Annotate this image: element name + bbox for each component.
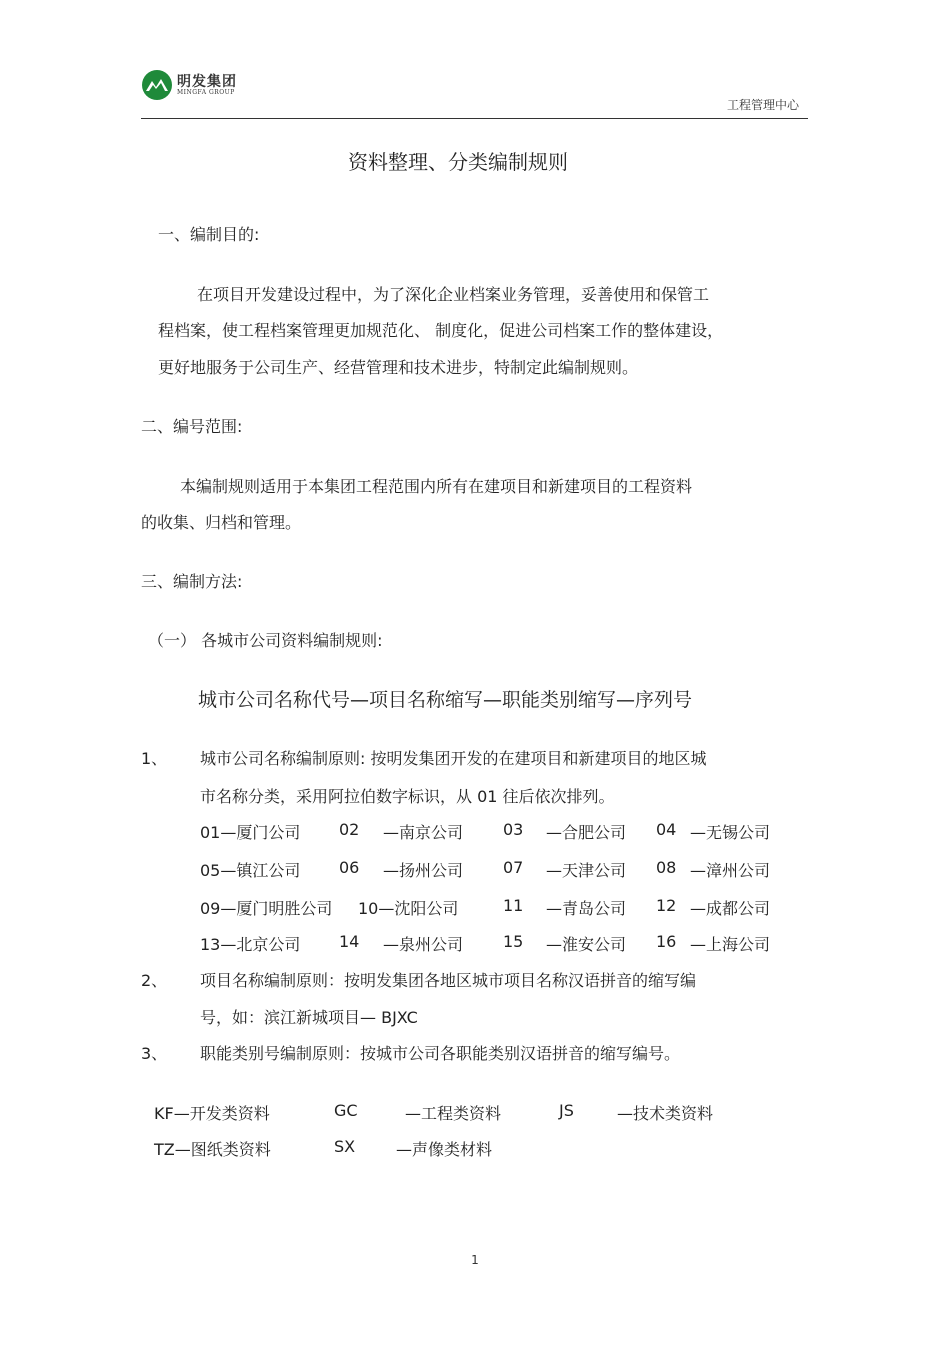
document-title: 资料整理、分类编制规则 xyxy=(348,150,568,174)
department-label: 工程管理中心 xyxy=(726,98,799,112)
category-name: —工程类资料 xyxy=(405,1104,502,1123)
category-name: —技术类资料 xyxy=(617,1104,714,1123)
category-code: TZ—图纸类资料 xyxy=(154,1140,271,1159)
city-code: 11 xyxy=(503,896,524,915)
rule-1-number: 1、 xyxy=(141,749,168,768)
numbering-formula: 城市公司名称代号—项目名称缩写—职能类别缩写—序列号 xyxy=(198,689,693,711)
city-code: 16 xyxy=(656,932,677,951)
city-code: 02 xyxy=(339,820,360,839)
city-code: 06 xyxy=(339,858,360,877)
category-code: KF—开发类资料 xyxy=(154,1104,270,1123)
city-code: 15 xyxy=(503,932,524,951)
city-name: —泉州公司 xyxy=(383,935,464,954)
rule-2-number: 2、 xyxy=(141,971,168,990)
section-3-sub-1: （一） 各城市公司资料编制规则: xyxy=(148,631,383,650)
page-number: 1 xyxy=(471,1253,479,1267)
mingfa-logo-icon xyxy=(141,69,173,101)
city-code: 03 xyxy=(503,820,524,839)
rule-2-line-1: 项目名称编制原则：按明发集团各地区城市项目名称汉语拼音的缩写编 xyxy=(200,971,697,990)
company-logo xyxy=(141,69,251,101)
category-code: GC xyxy=(334,1101,358,1120)
city-name: —上海公司 xyxy=(690,935,771,954)
category-code: JS xyxy=(559,1101,574,1120)
city-name: —扬州公司 xyxy=(383,861,464,880)
city-code: 01—厦门公司 xyxy=(200,823,301,842)
section-1-line-1: 在项目开发建设过程中，为了深化企业档案业务管理，妥善使用和保管工 xyxy=(197,285,710,304)
city-name: —无锡公司 xyxy=(690,823,771,842)
city-code: 13—北京公司 xyxy=(200,935,301,954)
header-divider xyxy=(141,118,808,119)
city-code: 07 xyxy=(503,858,524,877)
city-code: 14 xyxy=(339,932,360,951)
section-3-heading: 三、编制方法: xyxy=(141,572,243,591)
city-name: —合肥公司 xyxy=(546,823,627,842)
rule-1-line-2: 市名称分类，采用阿拉伯数字标识，从 01 往后依次排列。 xyxy=(200,787,615,806)
city-name: —淮安公司 xyxy=(546,935,627,954)
city-code: 05—镇江公司 xyxy=(200,861,301,880)
rule-3-line-1: 职能类别号编制原则：按城市公司各职能类别汉语拼音的缩写编号。 xyxy=(200,1044,681,1063)
city-name: —天津公司 xyxy=(546,861,627,880)
section-2-line-2: 的收集、归档和管理。 xyxy=(141,513,302,532)
section-1-line-3: 更好地服务于公司生产、经营管理和技术进步，特制定此编制规则。 xyxy=(158,358,639,377)
section-2-line-1: 本编制规则适用于本集团工程范围内所有在建项目和新建项目的工程资料 xyxy=(180,477,693,496)
rule-1-line-1: 城市公司名称编制原则: 按明发集团开发的在建项目和新建项目的地区城 xyxy=(200,749,707,768)
city-name: —青岛公司 xyxy=(546,899,627,918)
city-name: —成都公司 xyxy=(690,899,771,918)
section-1-line-2: 程档案，使工程档案管理更加规范化、 制度化，促进公司档案工作的整体建设， xyxy=(158,321,724,340)
rule-3-number: 3、 xyxy=(141,1044,168,1063)
city-code: 04 xyxy=(656,820,677,839)
logo-text-en: MINGFA GROUP xyxy=(177,89,235,96)
city-name: —漳州公司 xyxy=(690,861,771,880)
city-code: 10—沈阳公司 xyxy=(358,899,459,918)
rule-2-line-2: 号，如：滨江新城项目— BJXC xyxy=(200,1008,418,1027)
logo-text-cn: 明发集团 xyxy=(177,74,237,90)
category-name: —声像类材料 xyxy=(396,1140,493,1159)
city-code: 12 xyxy=(656,896,677,915)
section-2-heading: 二、编号范围: xyxy=(141,417,243,436)
category-code: SX xyxy=(334,1137,356,1156)
city-code: 09—厦门明胜公司 xyxy=(200,899,333,918)
city-name: —南京公司 xyxy=(383,823,464,842)
section-1-heading: 一、编制目的: xyxy=(158,225,260,244)
city-code: 08 xyxy=(656,858,677,877)
